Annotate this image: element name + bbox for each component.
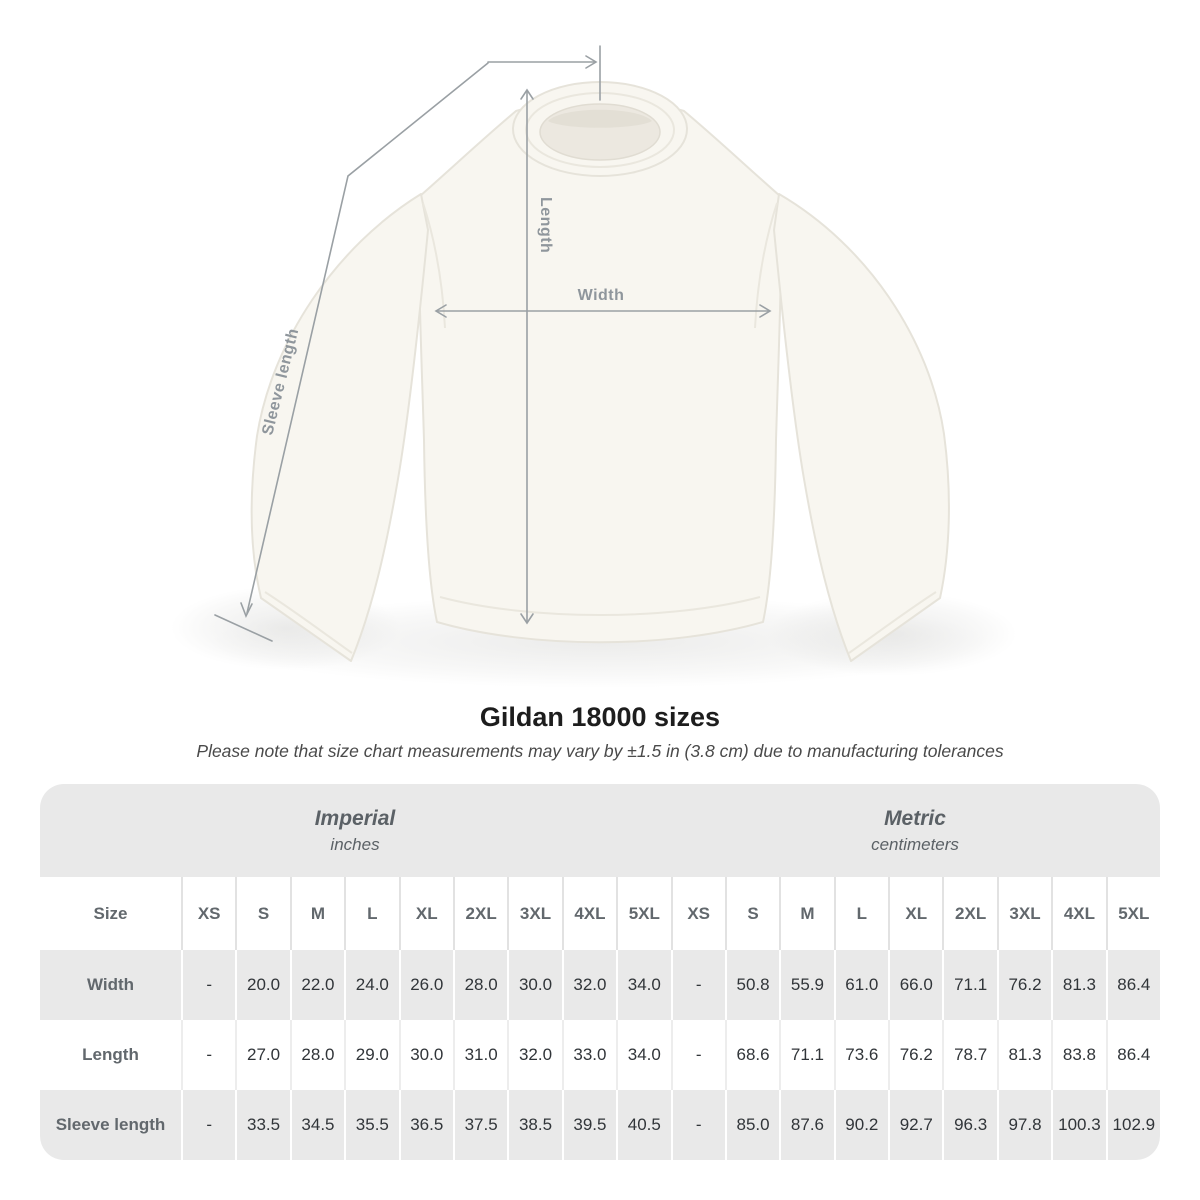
value-cell: 29.0 (344, 1020, 398, 1090)
value-cell: 87.6 (779, 1090, 833, 1160)
value-cell: 34.0 (616, 950, 670, 1020)
size-cell: M (779, 877, 833, 950)
size-cell: 4XL (562, 877, 616, 950)
value-cell: 34.0 (616, 1020, 670, 1090)
value-cell: 34.5 (290, 1090, 344, 1160)
value-cell: 32.0 (507, 1020, 561, 1090)
value-cell: - (181, 1090, 235, 1160)
value-cell: 90.2 (834, 1090, 888, 1160)
row-label: Length (82, 1045, 139, 1064)
sweatshirt-right-sleeve (774, 194, 949, 661)
value-cell: 73.6 (834, 1020, 888, 1090)
value-cell: 22.0 (290, 950, 344, 1020)
size-cell: S (235, 877, 289, 950)
length-label: Length (537, 197, 554, 254)
metric-title: Metric (884, 806, 946, 830)
size-cell: XL (888, 877, 942, 950)
value-cell: 78.7 (942, 1020, 996, 1090)
sleeve-length-label: Sleeve length (259, 326, 303, 437)
value-cell: 33.5 (235, 1090, 289, 1160)
value-cell: - (181, 950, 235, 1020)
value-cell: 26.0 (399, 950, 453, 1020)
size-cell: M (290, 877, 344, 950)
value-cell: 86.4 (1106, 950, 1160, 1020)
value-cell: 81.3 (1051, 950, 1105, 1020)
imperial-unit: inches (330, 834, 380, 854)
value-cell: 37.5 (453, 1090, 507, 1160)
size-cell: 3XL (507, 877, 561, 950)
value-cell: 71.1 (779, 1020, 833, 1090)
value-cell: 39.5 (562, 1090, 616, 1160)
value-cell: 50.8 (725, 950, 779, 1020)
value-cell: 102.9 (1106, 1090, 1160, 1160)
metric-unit: centimeters (871, 834, 959, 854)
width-row (40, 950, 1160, 1020)
value-cell: 68.6 (725, 1020, 779, 1090)
value-cell: 55.9 (779, 950, 833, 1020)
value-cell: 100.3 (1051, 1090, 1105, 1160)
row-label: Width (86, 975, 135, 994)
size-cell: XS (181, 877, 235, 950)
value-cell: 30.0 (507, 950, 561, 1020)
tolerance-note: Please note that size chart measurements may vary by ±1.5 in (3.8 cm) due to manufacturing tolerances (196, 741, 1004, 761)
value-cell: 83.8 (1051, 1020, 1105, 1090)
value-cell: 71.1 (942, 950, 996, 1020)
value-cell: 92.7 (888, 1090, 942, 1160)
row-label: Sleeve length (55, 1115, 166, 1134)
size-cell: 2XL (453, 877, 507, 950)
size-cell: 5XL (1106, 877, 1160, 950)
value-cell: 30.0 (399, 1020, 453, 1090)
page-title: Gildan 18000 sizes (479, 702, 721, 732)
size-cell: S (725, 877, 779, 950)
size-cell: 4XL (1051, 877, 1105, 950)
value-cell: 96.3 (942, 1090, 996, 1160)
size-cell: L (344, 877, 398, 950)
size-cell: L (834, 877, 888, 950)
value-cell: 38.5 (507, 1090, 561, 1160)
value-cell: 76.2 (997, 950, 1051, 1020)
value-cell: 85.0 (725, 1090, 779, 1160)
value-cell: 61.0 (834, 950, 888, 1020)
imperial-title: Imperial (314, 806, 396, 830)
size-cell: XL (399, 877, 453, 950)
value-cell: 81.3 (997, 1020, 1051, 1090)
imperial-header (40, 784, 670, 877)
value-cell: 32.0 (562, 950, 616, 1020)
size-column-header: Size (93, 903, 128, 923)
sleeve-length-row (40, 1090, 1160, 1160)
value-cell: 33.0 (562, 1020, 616, 1090)
size-cell: XS (671, 877, 725, 950)
size-cell: 5XL (616, 877, 670, 950)
value-cell: 28.0 (290, 1020, 344, 1090)
value-cell: 24.0 (344, 950, 398, 1020)
size-table (40, 784, 1160, 1160)
metric-header (670, 784, 1160, 877)
size-header-row (40, 877, 1160, 950)
value-cell: 86.4 (1106, 1020, 1160, 1090)
value-cell: - (671, 1020, 725, 1090)
width-label: Width (577, 287, 625, 304)
value-cell: 27.0 (235, 1020, 289, 1090)
value-cell: 76.2 (888, 1020, 942, 1090)
value-cell: 36.5 (399, 1090, 453, 1160)
value-cell: 40.5 (616, 1090, 670, 1160)
value-cell: 31.0 (453, 1020, 507, 1090)
value-cell: - (181, 1020, 235, 1090)
value-cell: 20.0 (235, 950, 289, 1020)
value-cell: 35.5 (344, 1090, 398, 1160)
size-cell: 3XL (997, 877, 1051, 950)
sweatshirt-body (419, 103, 781, 643)
size-cell: 2XL (942, 877, 996, 950)
value-cell: - (671, 1090, 725, 1160)
value-cell: 97.8 (997, 1090, 1051, 1160)
unit-header-band (40, 784, 1160, 877)
value-cell: 28.0 (453, 950, 507, 1020)
length-row (40, 1020, 1160, 1090)
value-cell: - (671, 950, 725, 1020)
value-cell: 66.0 (888, 950, 942, 1020)
